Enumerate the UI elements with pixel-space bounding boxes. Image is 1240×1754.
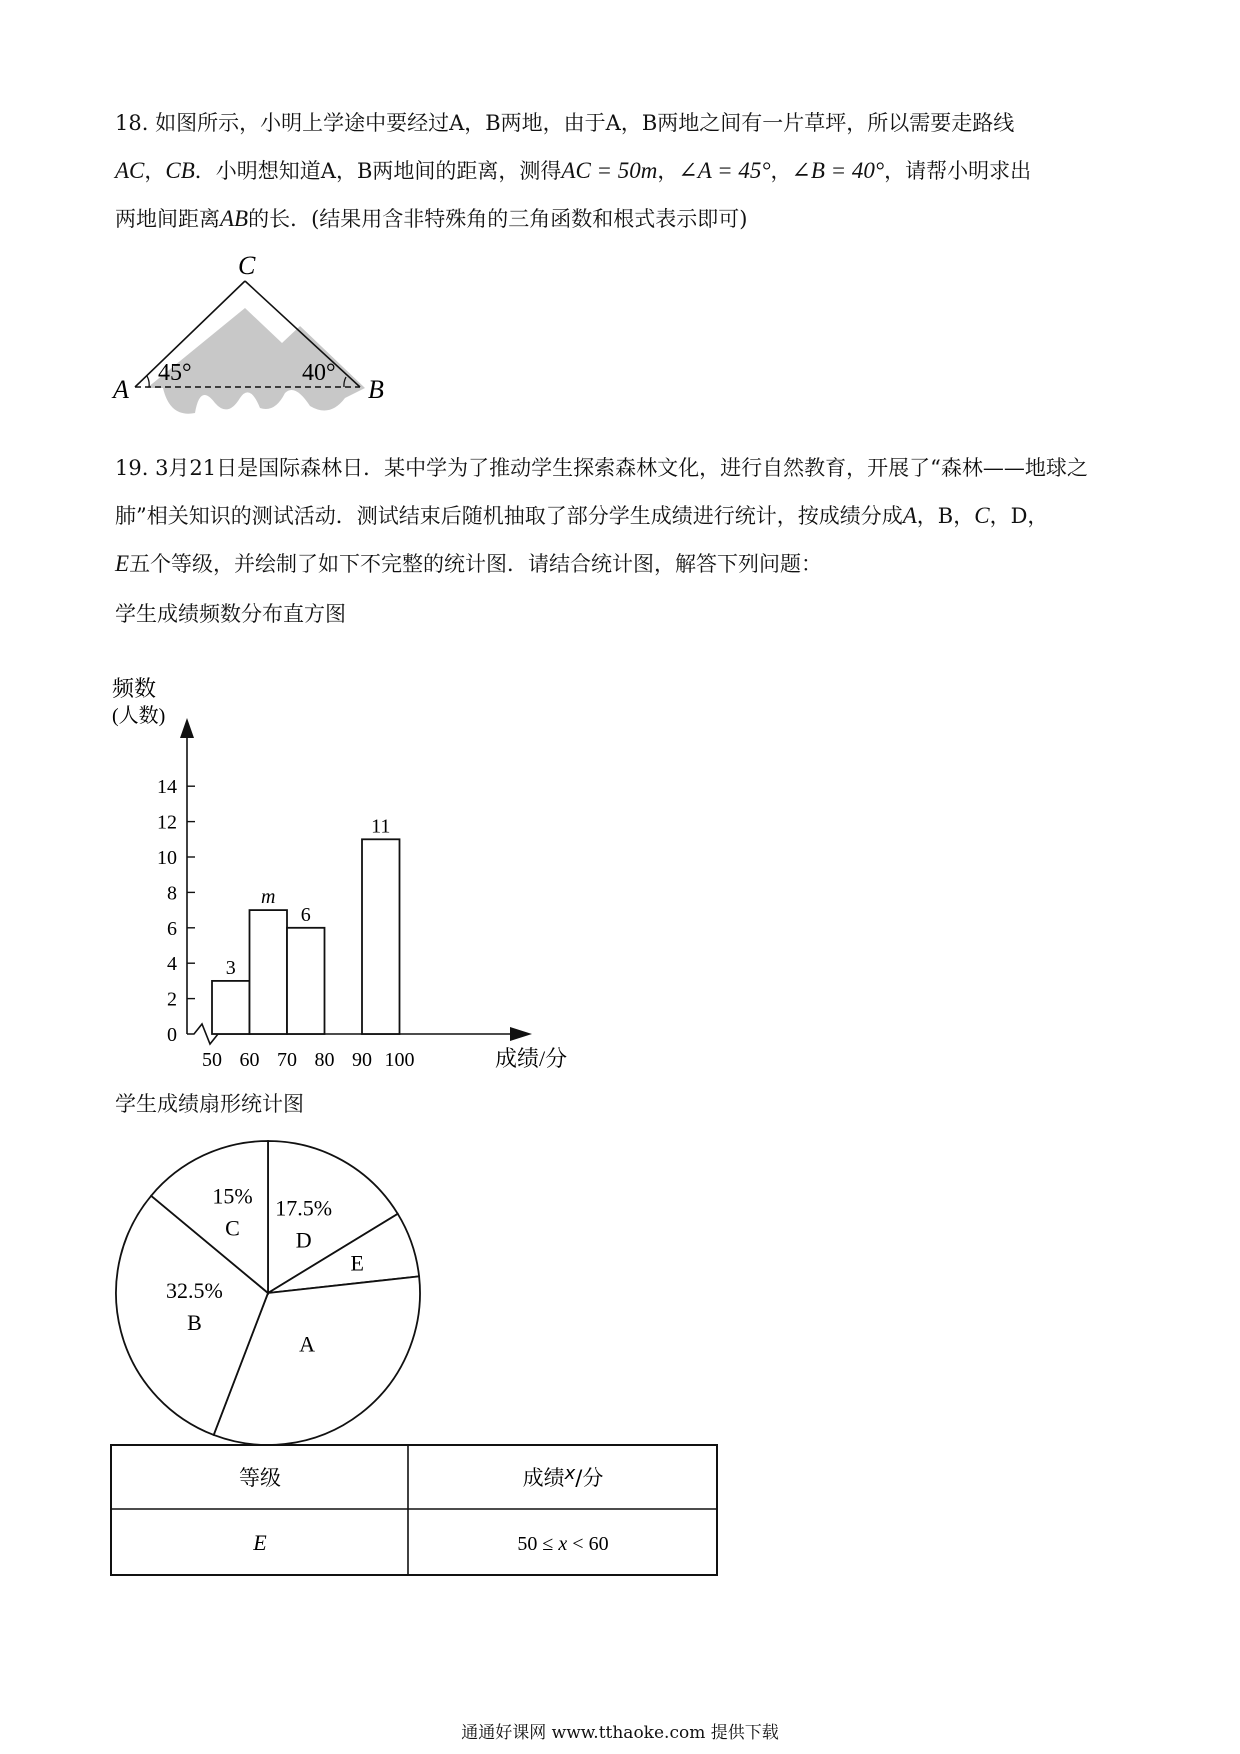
x-tick-label: 100 xyxy=(384,1049,415,1071)
pie-caption: 学生成绩扇形统计图 xyxy=(115,1092,304,1116)
x-tick-label: 60 xyxy=(239,1049,260,1071)
q19-text-5: 五个等级，并绘制了如下不完整的统计图．请结合统计图，解答下列问题： xyxy=(129,552,823,576)
q18-line-3 xyxy=(115,203,748,233)
q19-text-2: 肺”相关知识的测试活动．测试结束后随机抽取了部分学生成绩进行统计，按成绩分成 xyxy=(115,504,903,528)
pie-slices xyxy=(116,1141,420,1445)
y-tick-label: 4 xyxy=(167,953,177,976)
y-tick-label: 2 xyxy=(167,988,177,1011)
q18-comma-2: ， xyxy=(657,159,679,183)
y-axis-arrow xyxy=(180,718,194,738)
vertex-a-label: A xyxy=(113,375,129,404)
y-tick-label: 14 xyxy=(157,776,177,799)
q18-comma-3: ， xyxy=(770,159,792,183)
pie-name-label: B xyxy=(187,1310,202,1336)
vertex-b-label: B xyxy=(368,375,384,404)
q18-angle-a: ∠A = 45° xyxy=(678,158,771,183)
histogram-caption: 学生成绩频数分布直方图 xyxy=(115,602,346,626)
bar-value-label: m xyxy=(261,886,276,909)
pie-chart xyxy=(100,1128,440,1448)
q18-line-2 xyxy=(115,155,1031,185)
table-header-var: x xyxy=(564,1463,576,1484)
q18-text-3: ，请帮小明求出 xyxy=(884,159,1032,183)
triangle-figure xyxy=(100,248,420,438)
y-tick-label: 6 xyxy=(167,917,177,940)
pie-percent-label: 15% xyxy=(212,1183,253,1209)
q18-text-5: 的长．(结果用含非特殊角的三角函数和根式表示即可) xyxy=(248,207,748,231)
q19-grade-c: C xyxy=(974,503,990,528)
bar-value-label: 11 xyxy=(371,815,391,838)
q19-text-3: ，B， xyxy=(916,504,975,528)
x-axis-arrow xyxy=(510,1027,532,1041)
grass-base xyxy=(163,388,365,414)
y-tick-label: 10 xyxy=(157,847,177,869)
q19-grade-e: E xyxy=(115,551,130,576)
q19-line-2 xyxy=(115,500,1048,530)
table-range-left: 50 ≤ xyxy=(517,1533,559,1555)
x-tick-label: 50 xyxy=(202,1049,222,1071)
bars xyxy=(212,815,400,1034)
table-header-score xyxy=(523,1463,604,1490)
histogram-chart xyxy=(100,672,580,1082)
bar-value-label: 3 xyxy=(225,956,236,979)
table-range-right: < 60 xyxy=(567,1533,609,1555)
pie-name-label: A xyxy=(299,1331,315,1357)
histogram-bar xyxy=(212,981,250,1034)
x-tick-label: 70 xyxy=(277,1049,297,1071)
q19-text-1: 19. 3月21日是国际森林日．某中学为了推动学生探索森林文化，进行自然教育，开展了“森林——地球之 xyxy=(115,456,1088,480)
y-axis-label-2: (人数) xyxy=(112,705,166,727)
q19-grade-a: A xyxy=(902,503,917,528)
angle-a-label: 45° xyxy=(158,360,192,386)
histogram-bar xyxy=(362,839,400,1034)
bar-value-label: 6 xyxy=(300,903,311,926)
q18-comma-1: ， xyxy=(144,159,166,183)
x-tick-label: 90 xyxy=(352,1049,372,1071)
table-cell-grade: E xyxy=(253,1530,267,1555)
q19-line-1 xyxy=(115,452,1088,482)
table-range-var: x xyxy=(558,1533,568,1555)
y-tick-label: 8 xyxy=(167,882,177,905)
angle-arc-a xyxy=(147,376,149,387)
pie-percent-label: 32.5% xyxy=(166,1278,223,1304)
q18-text-1: 18. 如图所示，小明上学途中要经过A，B两地，由于A，B两地之间有一片草坪，所以需要走路线 xyxy=(115,111,1015,135)
q18-line-1 xyxy=(115,107,1014,137)
table-border xyxy=(111,1445,717,1575)
angle-b-label: 40° xyxy=(302,360,336,386)
y-tick-label: 12 xyxy=(157,811,177,834)
q18-seg-ac: AC xyxy=(115,158,145,183)
grade-table xyxy=(110,1444,722,1579)
histogram-bar xyxy=(250,910,288,1034)
q18-text-2: ．小明想知道A，B两地间的距离，测得 xyxy=(194,159,562,183)
q18-seg-ab: AB xyxy=(220,206,249,231)
x-tick-label: 80 xyxy=(314,1049,335,1071)
x-axis-label: 成绩/分 xyxy=(495,1046,568,1071)
q18-ac-length: AC = 50m xyxy=(561,158,658,183)
table-header-unit: /分 xyxy=(575,1466,604,1490)
pie-name-label: E xyxy=(350,1250,364,1276)
q18-angle-b: ∠B = 40° xyxy=(791,158,885,183)
table-cell-range xyxy=(517,1533,608,1555)
vertex-c-label: C xyxy=(238,251,256,280)
q18-text-4: 两地间距离 xyxy=(115,207,220,231)
pie-name-label: D xyxy=(295,1227,312,1253)
y-tick-label: 0 xyxy=(167,1024,177,1046)
y-axis-label-1: 频数 xyxy=(112,676,157,701)
histogram-bar xyxy=(287,928,325,1034)
table-header-score-text: 成绩 xyxy=(522,1466,565,1490)
table-header-grade: 等级 xyxy=(239,1466,281,1490)
q19-line-3 xyxy=(115,548,822,578)
page-footer: 通通好课网 www.tthaoke.com 提供下载 xyxy=(461,1723,779,1743)
pie-name-label: C xyxy=(225,1215,240,1241)
y-ticks xyxy=(157,776,195,1046)
pie-percent-label: 17.5% xyxy=(275,1195,333,1221)
q18-seg-cb: CB xyxy=(165,158,195,183)
x-ticks xyxy=(202,1049,415,1071)
q19-text-4: ，D， xyxy=(989,504,1049,528)
